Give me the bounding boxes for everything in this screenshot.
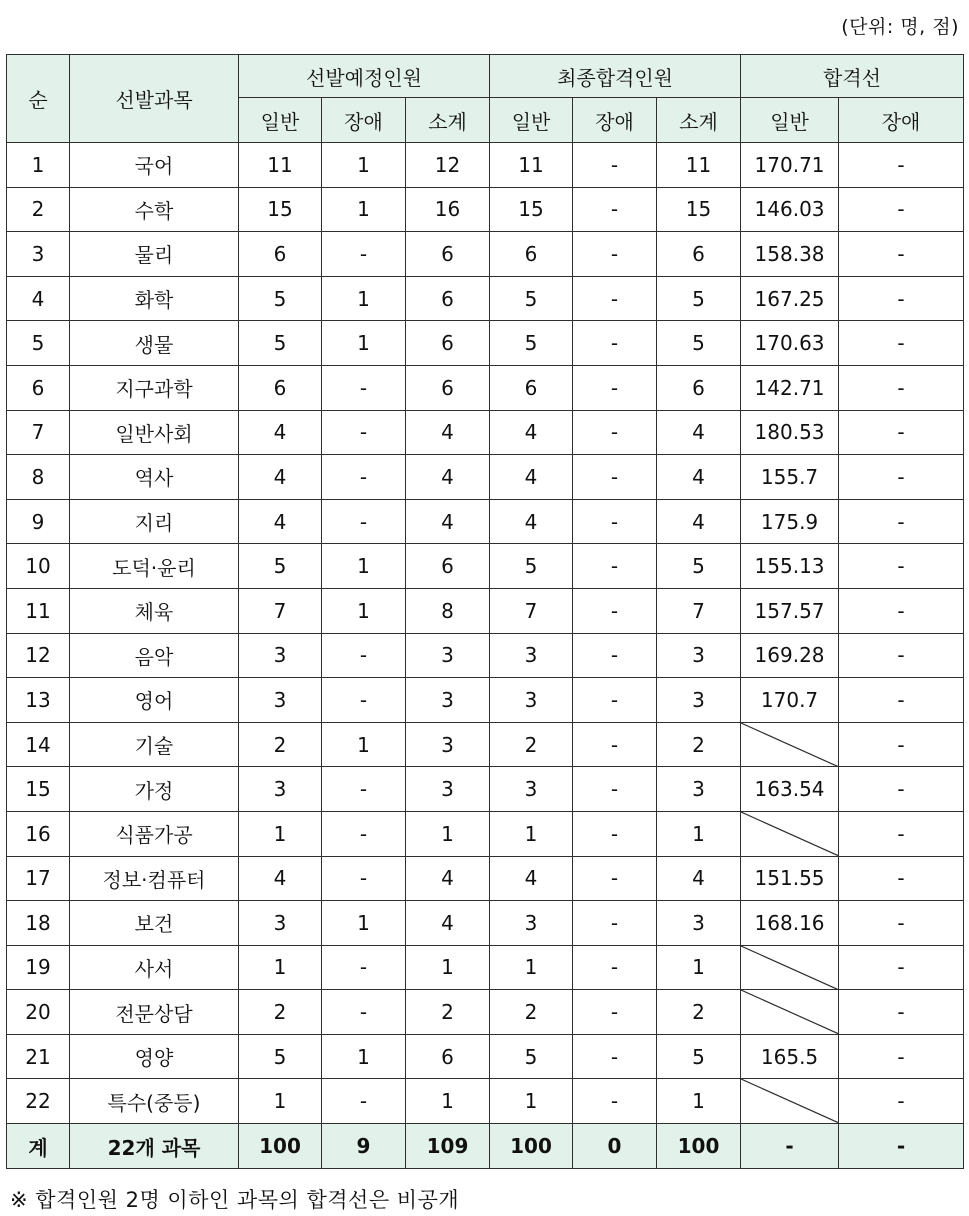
cell-final-subtotal: 5 (657, 321, 741, 366)
cell-subject: 국어 (70, 143, 239, 188)
cell-final-subtotal: 1 (657, 945, 741, 990)
cell-planned-general: 5 (239, 1034, 322, 1079)
header-planned: 선발예정인원 (239, 55, 490, 98)
cell-cutoff-general: 155.13 (741, 544, 839, 589)
cell-planned-subtotal: 6 (406, 321, 490, 366)
cell-final-general: 4 (490, 455, 573, 500)
cell-planned-disabled: - (322, 365, 406, 410)
cell-final-subtotal: 4 (657, 410, 741, 455)
header-cutoff-disabled: 장애 (839, 98, 964, 143)
table-row (7, 499, 964, 544)
cell-cutoff-general: 157.57 (741, 588, 839, 633)
cell-subject: 일반사회 (70, 410, 239, 455)
cell-final-disabled: - (573, 990, 657, 1035)
cell-final-disabled: - (573, 588, 657, 633)
cell-planned-subtotal: 6 (406, 232, 490, 277)
total-cell-cutoff-general: - (741, 1124, 839, 1169)
cell-planned-general: 5 (239, 276, 322, 321)
cell-subject: 지구과학 (70, 365, 239, 410)
cell-subject: 영양 (70, 1034, 239, 1079)
cell-planned-subtotal: 16 (406, 187, 490, 232)
cell-no: 6 (7, 365, 70, 410)
cell-no: 15 (7, 767, 70, 812)
cell-planned-general: 5 (239, 544, 322, 589)
cell-cutoff-general: 170.63 (741, 321, 839, 366)
total-cell-final-subtotal: 100 (657, 1124, 741, 1169)
cell-planned-subtotal: 6 (406, 365, 490, 410)
cell-planned-subtotal: 1 (406, 811, 490, 856)
cell-final-disabled: - (573, 633, 657, 678)
cutoff-undisclosed-cell (741, 990, 839, 1035)
cell-planned-disabled: - (322, 633, 406, 678)
diagonal-slash-icon (741, 1079, 838, 1123)
cell-final-disabled: - (573, 276, 657, 321)
cell-cutoff-general: 175.9 (741, 499, 839, 544)
cell-final-disabled: - (573, 321, 657, 366)
total-cell-final-disabled: 0 (573, 1124, 657, 1169)
cell-planned-disabled: 1 (322, 321, 406, 366)
cell-subject: 영어 (70, 678, 239, 723)
cell-final-subtotal: 2 (657, 990, 741, 1035)
cell-cutoff-disabled: - (839, 1034, 964, 1079)
table-row (7, 1079, 964, 1124)
cell-planned-disabled: 1 (322, 588, 406, 633)
cell-final-disabled: - (573, 856, 657, 901)
cell-no: 13 (7, 678, 70, 723)
cell-planned-subtotal: 3 (406, 678, 490, 723)
total-cell-planned-subtotal: 109 (406, 1124, 490, 1169)
cell-final-subtotal: 3 (657, 678, 741, 723)
cell-planned-disabled: 1 (322, 544, 406, 589)
cell-final-subtotal: 1 (657, 811, 741, 856)
cell-planned-subtotal: 1 (406, 1079, 490, 1124)
table-row (7, 633, 964, 678)
total-cell-final-general: 100 (490, 1124, 573, 1169)
cutoff-undisclosed-cell (741, 811, 839, 856)
cell-final-subtotal: 6 (657, 365, 741, 410)
cell-planned-general: 2 (239, 990, 322, 1035)
cell-final-general: 5 (490, 321, 573, 366)
cell-no: 2 (7, 187, 70, 232)
cell-planned-subtotal: 4 (406, 410, 490, 455)
cell-subject: 특수(중등) (70, 1079, 239, 1124)
header-cutoff: 합격선 (741, 55, 964, 98)
cell-planned-general: 3 (239, 767, 322, 812)
cell-planned-subtotal: 4 (406, 499, 490, 544)
cell-final-disabled: - (573, 1079, 657, 1124)
cell-planned-subtotal: 4 (406, 455, 490, 500)
total-cell-planned-disabled: 9 (322, 1124, 406, 1169)
cell-no: 9 (7, 499, 70, 544)
cell-final-subtotal: 2 (657, 722, 741, 767)
cell-no: 21 (7, 1034, 70, 1079)
table-row (7, 588, 964, 633)
cell-planned-subtotal: 3 (406, 767, 490, 812)
cell-final-general: 15 (490, 187, 573, 232)
cell-planned-general: 6 (239, 232, 322, 277)
cell-final-disabled: - (573, 187, 657, 232)
cutoff-undisclosed-cell (741, 722, 839, 767)
cell-final-disabled: - (573, 678, 657, 723)
cell-subject: 기술 (70, 722, 239, 767)
cell-final-disabled: - (573, 767, 657, 812)
cell-planned-subtotal: 12 (406, 143, 490, 188)
cell-no: 11 (7, 588, 70, 633)
cell-final-general: 4 (490, 410, 573, 455)
table-row (7, 990, 964, 1035)
cell-final-disabled: - (573, 1034, 657, 1079)
cell-cutoff-disabled: - (839, 365, 964, 410)
table-row (7, 811, 964, 856)
cell-final-general: 1 (490, 945, 573, 990)
cell-final-disabled: - (573, 499, 657, 544)
cell-planned-general: 3 (239, 901, 322, 946)
cell-final-subtotal: 11 (657, 143, 741, 188)
cell-planned-disabled: - (322, 232, 406, 277)
table-row (7, 321, 964, 366)
cell-planned-disabled: - (322, 811, 406, 856)
cell-final-disabled: - (573, 455, 657, 500)
header-final-subtotal: 소계 (657, 98, 741, 143)
cell-final-subtotal: 5 (657, 276, 741, 321)
cell-cutoff-general: 170.7 (741, 678, 839, 723)
cell-final-general: 1 (490, 811, 573, 856)
cell-planned-disabled: 1 (322, 187, 406, 232)
cell-cutoff-general: 165.5 (741, 1034, 839, 1079)
cell-planned-disabled: 1 (322, 143, 406, 188)
cell-no: 1 (7, 143, 70, 188)
cell-no: 14 (7, 722, 70, 767)
cell-cutoff-disabled: - (839, 544, 964, 589)
cell-final-disabled: - (573, 722, 657, 767)
cell-planned-disabled: - (322, 499, 406, 544)
cell-planned-disabled: 1 (322, 722, 406, 767)
cell-subject: 화학 (70, 276, 239, 321)
cell-cutoff-general: 142.71 (741, 365, 839, 410)
cell-planned-disabled: - (322, 990, 406, 1035)
cell-final-general: 3 (490, 901, 573, 946)
cell-cutoff-disabled: - (839, 499, 964, 544)
total-cell-no: 계 (7, 1124, 70, 1169)
cell-subject: 식품가공 (70, 811, 239, 856)
cell-no: 19 (7, 945, 70, 990)
header-subject: 선발과목 (70, 55, 239, 143)
table-body (7, 143, 964, 1169)
cell-cutoff-general: 146.03 (741, 187, 839, 232)
cell-planned-subtotal: 1 (406, 945, 490, 990)
cell-planned-subtotal: 8 (406, 588, 490, 633)
header-cutoff-general: 일반 (741, 98, 839, 143)
header-row-1 (7, 55, 964, 98)
diagonal-slash-icon (741, 723, 838, 767)
cell-planned-subtotal: 6 (406, 1034, 490, 1079)
cell-final-general: 3 (490, 633, 573, 678)
cell-cutoff-disabled: - (839, 143, 964, 188)
cell-cutoff-disabled: - (839, 990, 964, 1035)
cell-final-general: 6 (490, 365, 573, 410)
cell-planned-disabled: 1 (322, 276, 406, 321)
cell-planned-subtotal: 4 (406, 856, 490, 901)
cell-subject: 사서 (70, 945, 239, 990)
table-row (7, 143, 964, 188)
cell-final-general: 4 (490, 856, 573, 901)
cell-no: 16 (7, 811, 70, 856)
cell-planned-general: 4 (239, 499, 322, 544)
header-planned-subtotal: 소계 (406, 98, 490, 143)
cell-cutoff-general: 155.7 (741, 455, 839, 500)
cell-cutoff-disabled: - (839, 410, 964, 455)
cell-subject: 음악 (70, 633, 239, 678)
cell-planned-general: 1 (239, 811, 322, 856)
cell-planned-disabled: 1 (322, 901, 406, 946)
cell-cutoff-general: 151.55 (741, 856, 839, 901)
cell-final-disabled: - (573, 410, 657, 455)
cell-planned-subtotal: 3 (406, 722, 490, 767)
cutoff-undisclosed-cell (741, 1079, 839, 1124)
cell-final-general: 3 (490, 678, 573, 723)
cell-planned-subtotal: 4 (406, 901, 490, 946)
cell-cutoff-disabled: - (839, 945, 964, 990)
cell-no: 4 (7, 276, 70, 321)
cell-planned-general: 5 (239, 321, 322, 366)
cell-final-general: 1 (490, 1079, 573, 1124)
table-row (7, 187, 964, 232)
table-row (7, 410, 964, 455)
cell-no: 5 (7, 321, 70, 366)
cell-subject: 지리 (70, 499, 239, 544)
cell-planned-disabled: - (322, 410, 406, 455)
table-row (7, 856, 964, 901)
table-row (7, 678, 964, 723)
total-cell-cutoff-disabled: - (839, 1124, 964, 1169)
cell-planned-general: 15 (239, 187, 322, 232)
cell-final-general: 7 (490, 588, 573, 633)
cutoff-undisclosed-cell (741, 945, 839, 990)
cell-final-subtotal: 1 (657, 1079, 741, 1124)
header-no: 순 (7, 55, 70, 143)
cell-final-general: 5 (490, 1034, 573, 1079)
unit-note: (단위: 명, 점) (841, 16, 959, 38)
cell-final-disabled: - (573, 901, 657, 946)
cell-subject: 역사 (70, 455, 239, 500)
cell-cutoff-disabled: - (839, 455, 964, 500)
cell-planned-general: 4 (239, 856, 322, 901)
cell-cutoff-disabled: - (839, 678, 964, 723)
cell-final-subtotal: 4 (657, 499, 741, 544)
cell-no: 18 (7, 901, 70, 946)
cell-subject: 체육 (70, 588, 239, 633)
cell-cutoff-disabled: - (839, 856, 964, 901)
diagonal-slash-icon (741, 946, 838, 990)
cell-planned-disabled: - (322, 678, 406, 723)
table-row (7, 232, 964, 277)
cell-final-disabled: - (573, 365, 657, 410)
cell-no: 3 (7, 232, 70, 277)
header-final-disabled: 장애 (573, 98, 657, 143)
cell-final-subtotal: 3 (657, 901, 741, 946)
cell-final-disabled: - (573, 232, 657, 277)
cell-planned-disabled: - (322, 767, 406, 812)
cell-final-subtotal: 4 (657, 455, 741, 500)
cell-no: 22 (7, 1079, 70, 1124)
cell-final-general: 5 (490, 544, 573, 589)
cell-final-subtotal: 4 (657, 856, 741, 901)
cell-planned-general: 6 (239, 365, 322, 410)
cell-final-general: 2 (490, 722, 573, 767)
table-row (7, 767, 964, 812)
cell-no: 7 (7, 410, 70, 455)
total-cell-planned-general: 100 (239, 1124, 322, 1169)
cell-planned-general: 4 (239, 410, 322, 455)
table-row (7, 901, 964, 946)
cell-planned-general: 3 (239, 678, 322, 723)
cell-planned-disabled: - (322, 1079, 406, 1124)
table-row (7, 365, 964, 410)
table-row (7, 722, 964, 767)
cell-final-general: 4 (490, 499, 573, 544)
cell-cutoff-disabled: - (839, 276, 964, 321)
cell-final-subtotal: 3 (657, 767, 741, 812)
cell-final-subtotal: 15 (657, 187, 741, 232)
header-planned-general: 일반 (239, 98, 322, 143)
cell-planned-general: 3 (239, 633, 322, 678)
cell-planned-disabled: - (322, 856, 406, 901)
header-final: 최종합격인원 (490, 55, 741, 98)
cell-final-subtotal: 3 (657, 633, 741, 678)
cell-cutoff-general: 170.71 (741, 143, 839, 188)
table-row (7, 544, 964, 589)
cell-cutoff-general: 169.28 (741, 633, 839, 678)
cell-cutoff-general: 180.53 (741, 410, 839, 455)
cell-subject: 가정 (70, 767, 239, 812)
cell-final-disabled: - (573, 544, 657, 589)
table-row (7, 1034, 964, 1079)
cell-final-general: 2 (490, 990, 573, 1035)
cell-planned-disabled: - (322, 945, 406, 990)
cell-cutoff-general: 163.54 (741, 767, 839, 812)
cell-cutoff-general: 168.16 (741, 901, 839, 946)
cell-cutoff-disabled: - (839, 321, 964, 366)
results-table (6, 54, 964, 1169)
cell-planned-disabled: 1 (322, 1034, 406, 1079)
cell-subject: 수학 (70, 187, 239, 232)
cell-subject: 물리 (70, 232, 239, 277)
cell-cutoff-disabled: - (839, 811, 964, 856)
cell-cutoff-general: 158.38 (741, 232, 839, 277)
cell-planned-subtotal: 3 (406, 633, 490, 678)
cell-cutoff-general: 167.25 (741, 276, 839, 321)
cell-no: 20 (7, 990, 70, 1035)
cell-planned-general: 1 (239, 945, 322, 990)
cell-planned-general: 4 (239, 455, 322, 500)
cell-cutoff-disabled: - (839, 901, 964, 946)
cell-no: 12 (7, 633, 70, 678)
table-row (7, 455, 964, 500)
total-row (7, 1124, 964, 1169)
cell-cutoff-disabled: - (839, 187, 964, 232)
cell-cutoff-disabled: - (839, 722, 964, 767)
total-cell-subject: 22개 과목 (70, 1124, 239, 1169)
cell-final-general: 5 (490, 276, 573, 321)
cell-final-disabled: - (573, 811, 657, 856)
cell-planned-general: 11 (239, 143, 322, 188)
cell-cutoff-disabled: - (839, 1079, 964, 1124)
cell-final-general: 3 (490, 767, 573, 812)
diagonal-slash-icon (741, 812, 838, 856)
cell-final-general: 6 (490, 232, 573, 277)
cell-final-subtotal: 5 (657, 544, 741, 589)
cell-final-disabled: - (573, 143, 657, 188)
cell-subject: 도덕·윤리 (70, 544, 239, 589)
cell-cutoff-disabled: - (839, 633, 964, 678)
footnote: ※ 합격인원 2명 이하인 과목의 합격선은 비공개 (10, 1188, 460, 1212)
table-row (7, 945, 964, 990)
cell-planned-subtotal: 2 (406, 990, 490, 1035)
cell-planned-disabled: - (322, 455, 406, 500)
cell-final-general: 11 (490, 143, 573, 188)
cell-cutoff-disabled: - (839, 232, 964, 277)
diagonal-slash-icon (741, 990, 838, 1034)
cell-final-disabled: - (573, 945, 657, 990)
cell-subject: 생물 (70, 321, 239, 366)
cell-planned-general: 1 (239, 1079, 322, 1124)
cell-final-subtotal: 5 (657, 1034, 741, 1079)
cell-final-subtotal: 7 (657, 588, 741, 633)
cell-planned-subtotal: 6 (406, 544, 490, 589)
table-row (7, 276, 964, 321)
cell-cutoff-disabled: - (839, 588, 964, 633)
cell-subject: 보건 (70, 901, 239, 946)
cell-subject: 전문상담 (70, 990, 239, 1035)
cell-subject: 정보·컴퓨터 (70, 856, 239, 901)
cell-no: 8 (7, 455, 70, 500)
header-planned-disabled: 장애 (322, 98, 406, 143)
cell-planned-subtotal: 6 (406, 276, 490, 321)
cell-cutoff-disabled: - (839, 767, 964, 812)
cell-no: 10 (7, 544, 70, 589)
cell-no: 17 (7, 856, 70, 901)
header-final-general: 일반 (490, 98, 573, 143)
cell-planned-general: 7 (239, 588, 322, 633)
cell-planned-general: 2 (239, 722, 322, 767)
cell-final-subtotal: 6 (657, 232, 741, 277)
